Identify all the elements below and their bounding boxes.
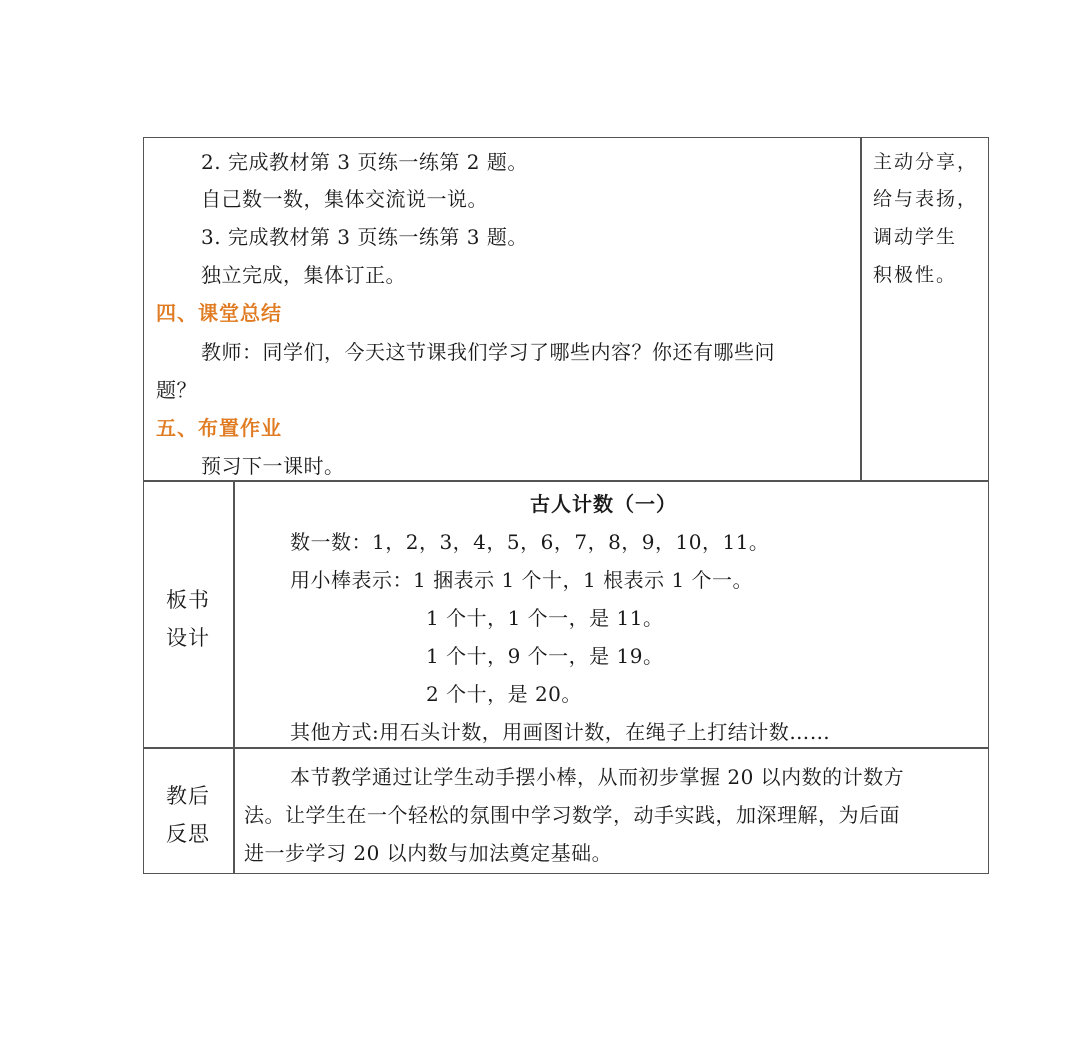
summary-text: 教师：同学们，今天这节课我们学习了哪些内容？你还有哪些问 bbox=[201, 340, 775, 364]
reflection-text: 进一步学习 20 以内数与加法奠定基础。 bbox=[244, 841, 613, 865]
row-divider-board bbox=[144, 747, 988, 749]
lesson-plan-table bbox=[143, 137, 989, 874]
board-line: 用小棒表示：1 捆表示 1 个十，1 根表示 1 个一。 bbox=[290, 568, 754, 592]
reflection-label: 教后 bbox=[166, 784, 210, 808]
reflection-label: 反思 bbox=[166, 822, 210, 846]
design-note-line: 给与表扬， bbox=[873, 188, 979, 210]
column-divider-notes bbox=[860, 138, 862, 481]
board-title: 古人计数（一） bbox=[530, 492, 677, 516]
board-line: 其他方式:用石头计数，用画图计数，在绳子上打结计数…… bbox=[290, 720, 831, 744]
reflection-text: 法。让学生在一个轻松的氛围中学习数学，动手实践，加深理解，为后面 bbox=[244, 803, 900, 827]
summary-text: 题？ bbox=[156, 378, 197, 402]
process-line: 自己数一数，集体交流说一说。 bbox=[201, 187, 488, 211]
board-line: 数一数：1，2，3，4，5，6，7，8，9，10，11。 bbox=[290, 530, 770, 554]
section-heading-summary: 四、课堂总结 bbox=[156, 301, 282, 325]
reflection-text: 本节教学通过让学生动手摆小棒，从而初步掌握 20 以内数的计数方 bbox=[290, 765, 905, 789]
process-line: 3. 完成教材第 3 页练一练第 3 题。 bbox=[201, 225, 528, 249]
board-line: 1 个十，1 个一，是 11。 bbox=[426, 606, 664, 630]
process-line: 独立完成，集体订正。 bbox=[201, 263, 406, 287]
design-note-line: 调动学生 bbox=[873, 226, 958, 248]
board-design-label: 板书 bbox=[166, 588, 210, 612]
design-note-line: 积极性。 bbox=[873, 264, 958, 286]
section-heading-homework: 五、布置作业 bbox=[156, 416, 282, 440]
board-design-label: 设计 bbox=[166, 626, 210, 650]
process-line: 2. 完成教材第 3 页练一练第 2 题。 bbox=[201, 150, 528, 174]
column-divider-labels bbox=[233, 480, 235, 873]
homework-text: 预习下一课时。 bbox=[201, 454, 345, 478]
board-line: 1 个十，9 个一，是 19。 bbox=[426, 644, 664, 668]
design-note-line: 主动分享， bbox=[873, 151, 979, 173]
board-line: 2 个十，是 20。 bbox=[426, 682, 582, 706]
